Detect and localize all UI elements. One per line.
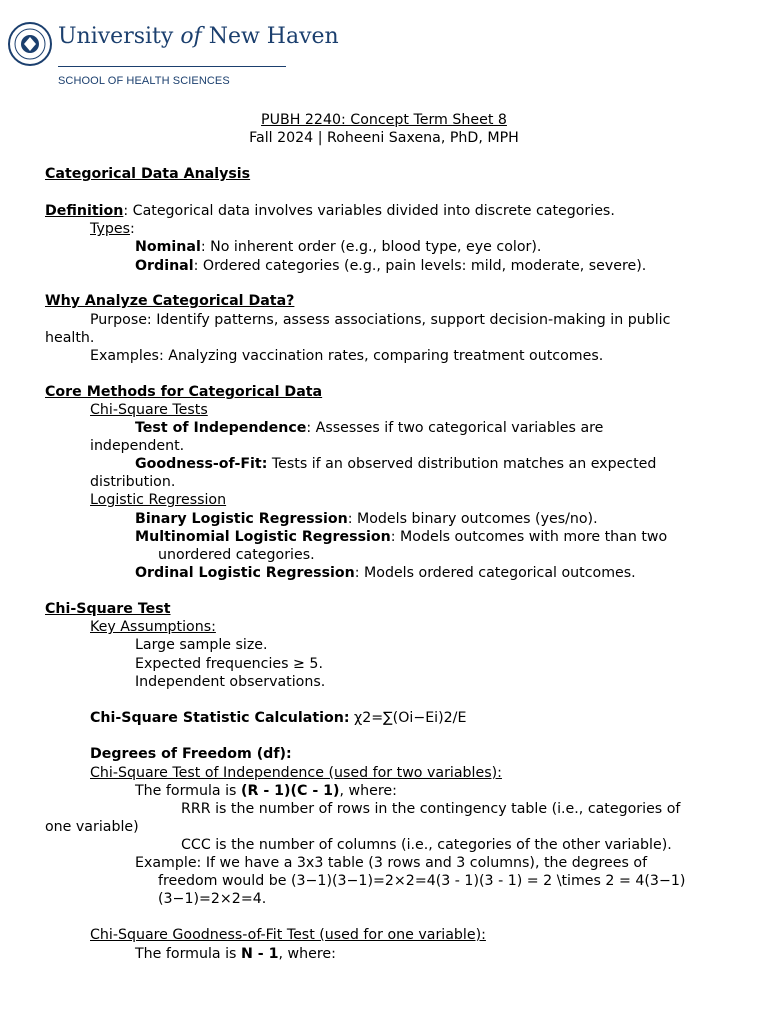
- section-title-categorical: Categorical Data Analysis: [45, 166, 251, 182]
- nominal-line: Nominal: No inherent order (e.g., blood type, eye color).: [135, 239, 542, 255]
- definition-line: Definition: Categorical data involves variables divided into discrete categories.: [45, 203, 615, 219]
- assumption-item: Expected frequencies ≥ 5.: [135, 656, 323, 672]
- term-line: Fall 2024 | Roheeni Saxena, PhD, MPH: [249, 130, 519, 146]
- ordinal-logistic-line: Ordinal Logistic Regression: Models ordered categorical outcomes.: [135, 565, 636, 581]
- test-of-independence-line: Test of Independence: Assesses if two categorical variables are: [135, 420, 604, 436]
- goodness-of-fit-line: Goodness-of-Fit: Tests if an observed distribution matches an expected: [135, 456, 657, 472]
- course-title: PUBH 2240: Concept Term Sheet 8: [261, 112, 507, 128]
- chi-square-tests-label: Chi-Square Tests: [90, 402, 208, 418]
- types-label: Types:: [90, 221, 135, 237]
- degrees-of-freedom-label: Degrees of Freedom (df):: [90, 746, 292, 762]
- key-assumptions-label: Key Assumptions:: [90, 619, 216, 635]
- goodness-of-fit-df-label: Chi-Square Goodness-of-Fit Test (used for one variable):: [90, 927, 486, 943]
- section-title-core-methods: Core Methods for Categorical Data: [45, 384, 323, 400]
- examples-line: Examples: Analyzing vaccination rates, comparing treatment outcomes.: [90, 348, 604, 364]
- statistic-calculation-line: Chi-Square Statistic Calculation: χ2=∑(Oi−Ei)2/E: [90, 710, 467, 726]
- test-of-independence-continued: independent.: [90, 438, 185, 454]
- assumption-item: Large sample size.: [135, 637, 268, 653]
- university-logo: [8, 18, 339, 90]
- test-of-independence-df-label: Chi-Square Test of Independence (used for two variables):: [90, 765, 502, 781]
- example-line-continued: (3−1)=2×2=4.: [158, 891, 267, 907]
- ccc-line: CCC is the number of columns (i.e., categories of the other variable).: [181, 837, 672, 853]
- example-line: Example: If we have a 3x3 table (3 rows and 3 columns), the degrees of: [135, 855, 648, 871]
- binary-logistic-line: Binary Logistic Regression: Models binary outcomes (yes/no).: [135, 511, 598, 527]
- logistic-regression-label: Logistic Regression: [90, 492, 227, 508]
- goodness-of-fit-continued: distribution.: [90, 474, 176, 490]
- school-name: SCHOOL OF HEALTH SCIENCES: [58, 75, 230, 87]
- rrr-line: RRR is the number of rows in the contingency table (i.e., categories of: [181, 801, 681, 817]
- n-formula-line: The formula is N - 1, where:: [135, 946, 336, 962]
- multinomial-logistic-line: Multinomial Logistic Regression: Models outcomes with more than two: [135, 529, 668, 545]
- logo-divider: [58, 66, 286, 67]
- rrr-line-continued: one variable): [45, 819, 139, 835]
- example-line-continued: freedom would be (3−1)(3−1)=2×2=4(3 - 1)(3 - 1) = 2 \times 2 = 4(3−1): [158, 873, 686, 889]
- university-name: University of New Haven: [58, 24, 339, 49]
- ordinal-line: Ordinal: Ordered categories (e.g., pain levels: mild, moderate, severe).: [135, 258, 647, 274]
- section-title-why: Why Analyze Categorical Data?: [45, 293, 295, 309]
- university-seal-icon: [8, 22, 52, 66]
- purpose-line-continued: health.: [45, 330, 95, 346]
- purpose-line: Purpose: Identify patterns, assess associations, support decision-making in public: [90, 312, 671, 328]
- assumption-item: Independent observations.: [135, 674, 326, 690]
- df-formula-line: The formula is (R - 1)(C - 1), where:: [135, 783, 397, 799]
- multinomial-logistic-continued: unordered categories.: [158, 547, 315, 563]
- section-title-chi-square: Chi-Square Test: [45, 601, 171, 617]
